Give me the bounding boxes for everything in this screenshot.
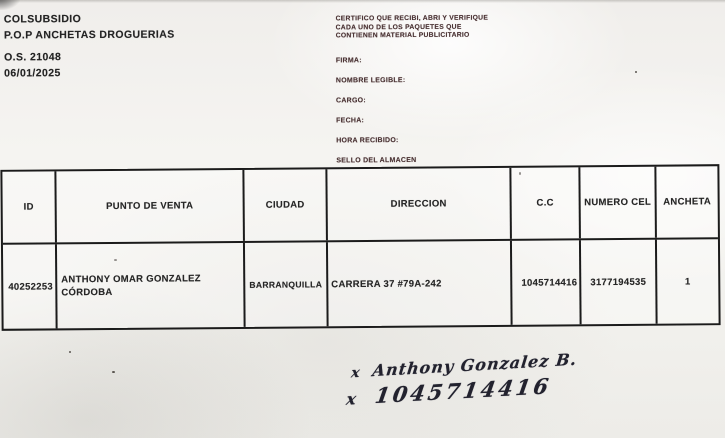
certification-block [336,15,489,178]
cell-ancheta: 1 [684,275,691,287]
col-header-ancheta: ANCHETA [663,196,712,208]
scan-speckle [112,371,115,373]
campaign-name: P.O.P ANCHETAS DROGUERIAS [3,28,175,42]
scan-speckle [69,351,71,353]
fecha-label: FECHA: [336,117,365,125]
order-date: 06/01/2025 [4,67,61,80]
handwritten-signature [345,349,579,410]
scan-speckle [635,71,637,73]
table-header-row [2,166,718,245]
certification-line: CERTIFICO QUE RECIBI, ABRI Y VERIFIQUE [335,14,489,23]
certification-line: CONTIENEN MATERIAL PUBLICITARIO [335,31,470,40]
order-number: O.S. 21048 [4,51,62,64]
cell-cc: 1045714416 [512,240,582,325]
certification-fields [336,56,489,166]
col-header-id: ID [2,171,57,242]
sello-almacen-label: SELLO DEL ALMACEN [336,157,417,165]
cell-ciudad: BARRANQUILLA [245,242,329,327]
cell-punto-de-venta: ANTHONY OMAR GONZALEZ CÓRDOBA [57,243,246,328]
col-header-cc: C.C [511,167,581,239]
hora-recibido-label: HORA RECIBIDO: [336,137,399,145]
cell-direccion: CARRERA 37 #79A-242 [328,241,513,326]
signature-name: Anthony Gonzalez B. [371,349,579,381]
col-header-punto-de-venta: PUNTO DE VENTA [56,170,245,242]
signature-x-mark: x [345,388,361,409]
cell-numero-cel: 3177194535 [581,240,658,325]
signature-x-mark: x [350,364,362,382]
certification-line: CADA UNO DE LOS PAQUETES QUE [335,23,462,31]
delivery-table [0,164,720,331]
col-header-ciudad: CIUDAD [244,169,328,241]
col-header-numero-cel: NUMERO CEL [580,167,657,239]
cell-id: 40252253 [3,244,58,328]
firma-label: FIRMA: [335,57,362,65]
signature-number: 1045714416 [373,373,554,409]
table-row [3,239,719,329]
cargo-label: CARGO: [336,97,366,105]
nombre-legible-label: NOMBRE LEGIBLE: [335,76,406,85]
scan-top-edge-shadow [0,0,725,3]
document-header [4,11,175,82]
col-header-direccion: DIRECCION [327,168,512,240]
company-name: COLSUBSIDIO [3,13,82,26]
